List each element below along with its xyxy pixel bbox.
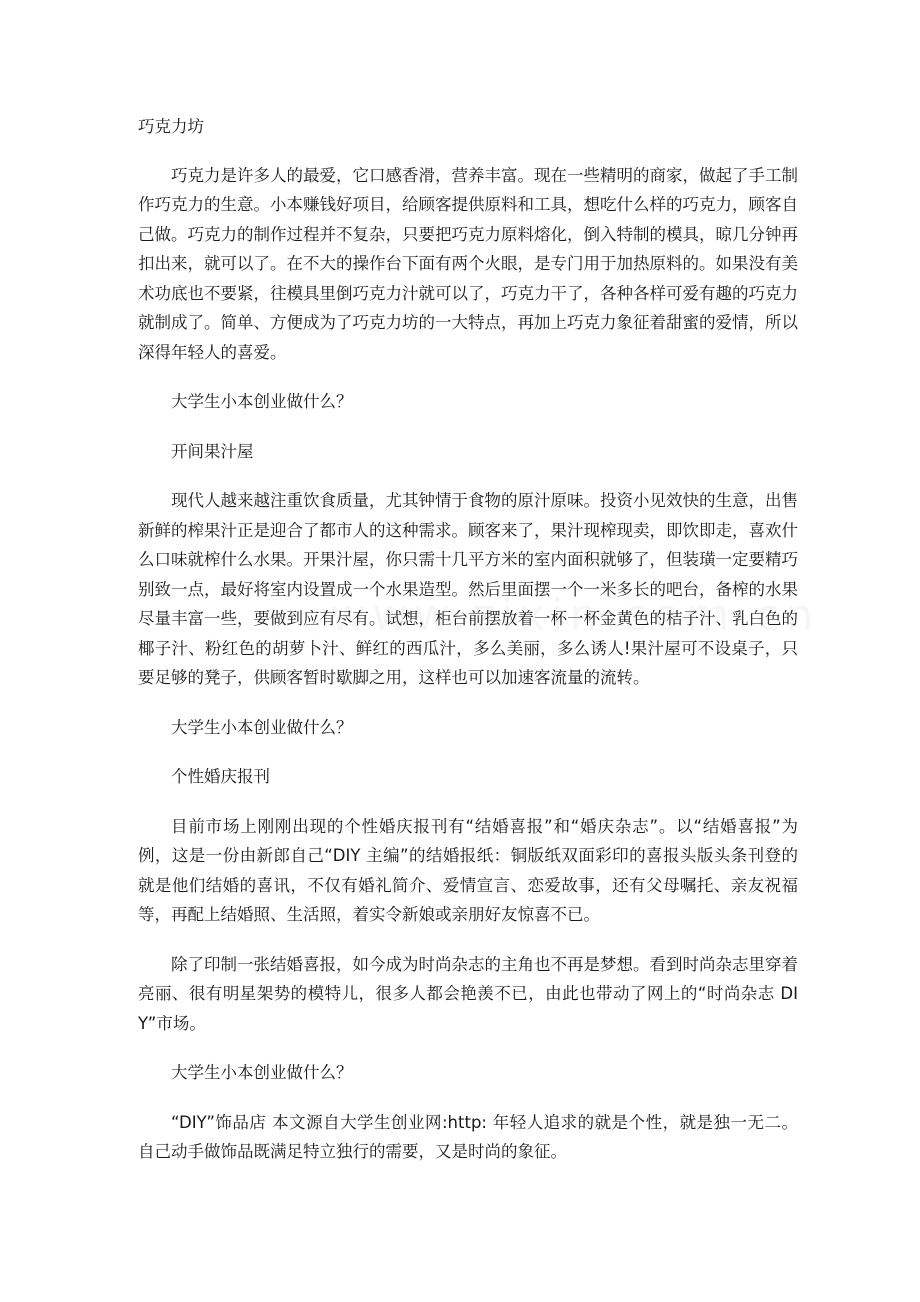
- heading-chocolate-shop: 巧克力坊: [138, 117, 204, 136]
- paragraph-diy-accessories: “DIY”饰品店 本文源自大学生创业网:http: 年轻人追求的就是个性，就是独一无二。自己动手做饰品既满足特立独行的需要，又是时尚的象征。: [138, 1112, 798, 1161]
- document-body: [138, 112, 798, 1187]
- heading-juice-shop: 开间果汁屋: [171, 441, 254, 461]
- question-heading: 大学生小本创业做什么？: [171, 717, 353, 737]
- paragraph-wedding-newspaper: 目前市场上刚刚出现的个性婚庆报刊有“结婚喜报”和“婚庆杂志”。以“结婚喜报”为例，这是一份由新郎自己“DIY 主编”的结婚报纸：铜版纸双面彩印的喜报头版头条刊登的就是他们结婚的喜讯，不仅有婚礼简介、爱情宣言、恋爱故事，还有父母嘱托、亲友祝福等，再配上结婚照、生活照，着实令新娘或亲朋好友惊喜不已。: [138, 816, 798, 924]
- paragraph-juice-shop: 现代人越来越注重饮食质量，尤其钟情于食物的原汁原味。投资小见效快的生意，出售新鲜的榨果汁正是迎合了都市人的这种需求。顾客来了，果汁现榨现卖，即饮即走，喜欢什么口味就榨什么水果。开果汁屋，你只需十几平方米的室内面积就够了，但装璜一定要精巧别致一点，最好将室内设置成一个水果造型。然后里面摆一个一米多长的吧台，备榨的水果尽量丰富一些，要做到应有尽有。试想，柜台前摆放着一杯一杯金黄色的桔子汁、乳白色的椰子汁、粉红色的胡萝卜汁、鲜红的西瓜汁，多么美丽，多么诱人!果汁屋可不设桌子，只要足够的凳子，供顾客暂时歇脚之用，这样也可以加速客流量的流转。: [138, 491, 798, 687]
- paragraph-chocolate-shop: 巧克力是许多人的最爱，它口感香滑，营养丰富。现在一些精明的商家，做起了手工制作巧克力的生意。小本赚钱好项目，给顾客提供原料和工具，想吃什么样的巧克力，顾客自己做。巧克力的制作过程并不复杂，只要把巧克力原料熔化，倒入特制的模具，晾几分钟再扣出来，就可以了。在不大的操作台下面有两个火眼，是专门用于加热原料的。如果没有美术功底也不要紧，往模具里倒巧克力汁就可以了，巧克力干了，各种各样可爱有趣的巧克力就制成了。简单、方便成为了巧克力坊的一大特点，再加上巧克力象征着甜蜜的爱情，所以深得年轻人的喜爱。: [138, 165, 798, 362]
- heading-wedding-newspaper: 个性婚庆报刊: [171, 767, 270, 786]
- paragraph-fashion-magazine: 除了印制一张结婚喜报，如今成为时尚杂志的主角也不再是梦想。看到时尚杂志里穿着亮丽、很有明星架势的模特儿，很多人都会艳羡不已，由此也带动了网上的“时尚杂志 DIY”市场。: [138, 954, 798, 1033]
- question-heading: 大学生小本创业做什么？: [171, 1063, 353, 1082]
- question-heading: 大学生小本创业做什么？: [171, 392, 353, 411]
